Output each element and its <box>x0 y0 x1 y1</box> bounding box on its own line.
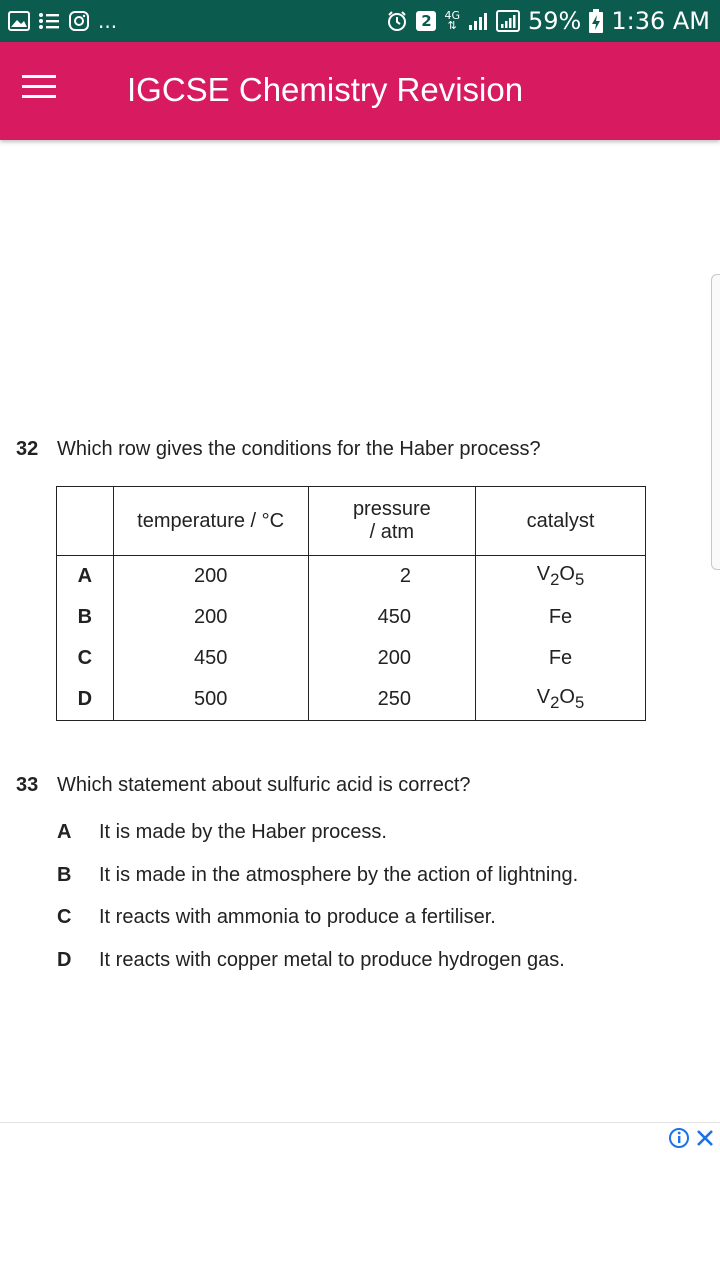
ad-banner[interactable] <box>0 1122 720 1281</box>
scroll-indicator[interactable] <box>711 274 720 570</box>
option-letter: A <box>57 821 72 843</box>
table-row <box>57 679 646 721</box>
haber-conditions-table <box>56 486 646 721</box>
table-row <box>57 597 646 638</box>
question-number: 32 <box>16 438 39 460</box>
row-letter: B <box>57 597 114 638</box>
battery-percent: 59% <box>528 7 582 35</box>
battery-charging-icon <box>589 9 603 33</box>
row-catalyst: $V_2O_5$ <box>476 679 646 721</box>
ad-info-icon[interactable] <box>668 1127 690 1149</box>
hamburger-menu-icon[interactable] <box>22 75 58 105</box>
app-bar <box>0 42 720 140</box>
option-text: It is made in the atmosphere by the action of lightning. <box>99 864 579 886</box>
question-number: 33 <box>16 774 39 796</box>
instagram-icon <box>68 10 90 32</box>
app-title: IGCSE Chemistry Revision <box>127 71 524 108</box>
row-catalyst: Fe <box>476 638 646 679</box>
table-header-row <box>57 487 646 556</box>
signal-icon <box>468 11 488 31</box>
row-pressure: 200 <box>308 638 475 679</box>
option-letter: D <box>57 949 72 971</box>
question-text: Which row gives the conditions for the Haber process? <box>57 438 541 460</box>
row-temperature: 200 <box>113 597 308 638</box>
row-pressure: 250 <box>308 679 475 721</box>
table-header-pressure: pressure / atm <box>308 487 475 556</box>
row-temperature: 500 <box>113 679 308 721</box>
option-text: It is made by the Haber process. <box>99 821 387 843</box>
notification-count-badge: 2 <box>416 11 436 31</box>
row-letter: A <box>57 556 114 598</box>
table-header-temperature: temperature / °C <box>113 487 308 556</box>
sim-signal-icon <box>496 10 520 32</box>
row-temperature: 200 <box>113 556 308 598</box>
option-letter: C <box>57 906 72 928</box>
table-header-empty <box>57 487 114 556</box>
question-text: Which statement about sulfuric acid is correct? <box>57 774 471 796</box>
clock: 1:36 AM <box>611 7 710 35</box>
network-type: 4G ⇅ <box>444 9 460 32</box>
option-letter: B <box>57 864 72 886</box>
table-header-catalyst: catalyst <box>476 487 646 556</box>
table-row <box>57 556 646 598</box>
row-pressure: 2 <box>308 556 475 598</box>
alarm-icon <box>386 10 408 32</box>
row-pressure: 450 <box>308 597 475 638</box>
row-letter: D <box>57 679 114 721</box>
row-letter: C <box>57 638 114 679</box>
list-icon <box>38 11 60 31</box>
gallery-icon <box>8 11 30 31</box>
row-catalyst: $V_2O_5$ <box>476 556 646 598</box>
ad-close-icon[interactable] <box>694 1127 716 1149</box>
option-text: It reacts with copper metal to produce hydrogen gas. <box>99 949 565 971</box>
status-bar-left <box>8 0 117 42</box>
status-bar-right <box>386 0 710 42</box>
table-row <box>57 638 646 679</box>
row-catalyst: Fe <box>476 597 646 638</box>
row-temperature: 450 <box>113 638 308 679</box>
more-notifications: ... <box>98 9 118 33</box>
status-bar <box>0 0 720 42</box>
option-text: It reacts with ammonia to produce a fertiliser. <box>99 906 496 928</box>
